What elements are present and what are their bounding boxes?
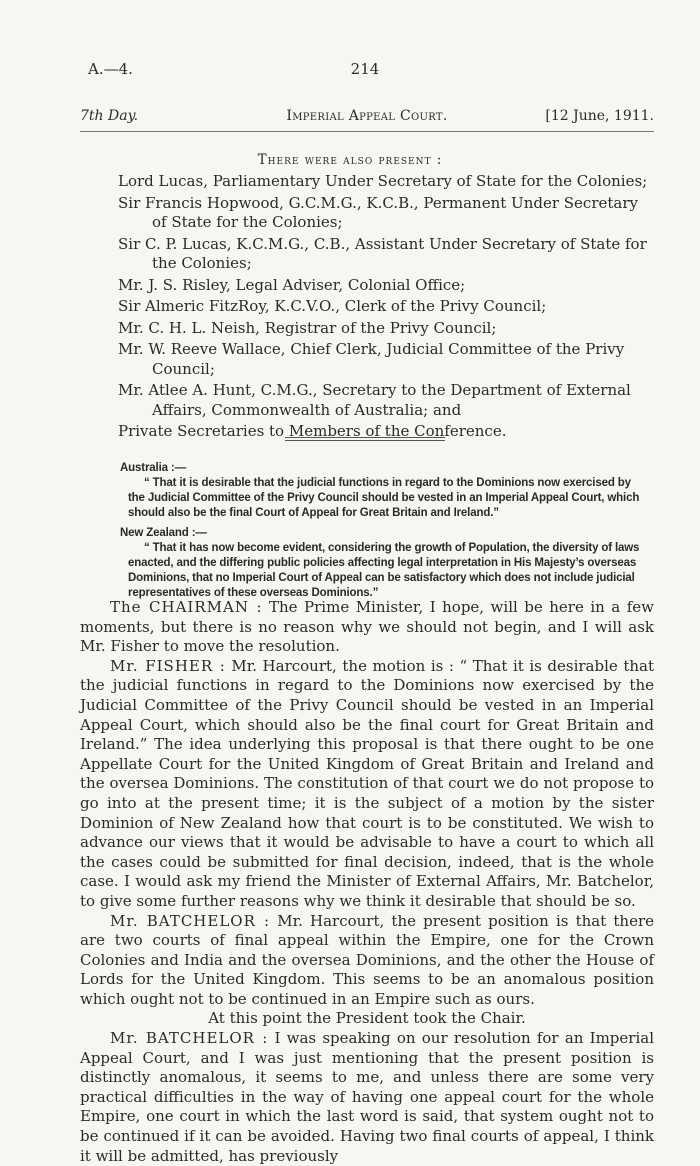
attendee-item: Sir C. P. Lucas, K.C.M.G., C.B., Assistant Under Secretary of State for the Colonies; [118,234,647,272]
attendee-item: Mr. Atlee A. Hunt, C.M.G., Secretary to the Department of External Affairs, Commonwealth of Australia; and [118,381,631,419]
present-heading: There were also present : [257,152,443,168]
speech-text: Mr. Harcourt, the motion is : “ That it is desirable that the judicial functions in regard to the Dominions now exercised by the Judicial Committee of the Privy Council should be vested in an Imperial Appeal Court, which should also be the final court for Great Britain and Ireland.” The idea underlying this proposal is that there ought to be one Appellate Court for the United Kingdom of Great Britain and Ireland and the oversea Dominions. The constitution of that court we do not propose to go into at the present time; it is the subject of a motion by the sister Dominion of New Zealand how that court is to be constituted. We wish to advance our views that it would be advisable to have a court to which all the cases could be submitted for final decision, indeed, that is the whole case. I would ask my friend the Minister of External Affairs, Mr. Batchelor, to give some further reasons why we think it desirable that should be so. [80,656,654,910]
attendee-item: Mr. C. H. L. Neish, Registrar of the Privy Council; [118,318,497,337]
speech-paragraph [80,657,654,912]
new-zealand-resolution: “ That it has now become evident, considering the growth of Population, the diversity of laws enacted, and the differing public policies affecting legal interpretation in His Majesty’s overseas Dominions, that no Imperial Court of Appeal can be satisfactory which does not include judicial representatives of these overseas Dominions.” [128,542,640,599]
running-header [80,108,654,128]
australia-label: Australia :— [120,462,186,474]
document-reference: A.—4. [88,60,133,78]
speaker-name: Mr. BATCHELOR : [110,1029,269,1048]
day-label: 7th Day. [80,108,139,124]
speaker-name: Mr. FISHER : [110,656,226,675]
attendee-list [118,172,648,444]
australia-resolution: “ That it is desirable that the judicial functions in regard to the Dominions now exercised by the Judicial Committee of the Privy Council should be vested in an Imperial Appeal Court, which should also be the final Court of Appeal for Great Britain and Ireland.” [128,477,640,519]
resolutions-block [120,461,650,601]
speech-paragraph [80,1029,654,1166]
section-divider [285,437,445,438]
procedural-note: At this point the President took the Chair. [208,1009,526,1028]
date-label: [12 June, 1911. [545,108,654,124]
attendee-item: Sir Almeric FitzRoy, K.C.V.O., Clerk of the Privy Council; [118,297,547,315]
attendee-item: Sir Francis Hopwood, G.C.M.G., K.C.B., Permanent Under Secretary of State for the Colonies; [118,193,638,231]
speech-text: Mr. Harcourt, the present position is that there are two courts of final appeal within the Empire, one for the Crown Colonies and India and the oversea Dominions, and the other the House of Lords for the United Kingdom. This seems to be an anomalous position which ought not to be continued in an Empire such as ours. [80,911,655,1008]
header-rule [80,131,654,132]
top-header [88,60,642,80]
section-title: Imperial Appeal Court. [286,108,448,124]
section-divider [285,440,445,441]
attendee-item: Private Secretaries to Members of the Conference. [118,422,507,440]
speaker-name: Mr. BATCHELOR : [110,911,271,930]
attendee-item: Mr. W. Reeve Wallace, Chief Clerk, Judicial Committee of the Privy Council; [118,340,625,378]
speech-paragraph [80,912,654,1010]
page-number: 214 [350,60,380,78]
speech-paragraph [80,598,654,657]
speech-text: The Prime Minister, I hope, will be here in a few moments, but there is no reason why we should not begin, and I will ask Mr. Fisher to move the resolution. [80,598,654,656]
transcript-body [80,598,654,1166]
new-zealand-label: New Zealand :— [120,527,207,539]
attendee-item: Mr. J. S. Risley, Legal Adviser, Colonial Office; [118,275,466,294]
speaker-name: The CHAIRMAN : [110,598,263,616]
speech-text: I was speaking on our resolution for an Imperial Appeal Court, and I was just mentioning that the present position is distinctly anomalous, it seems to me, and unless there are some very practical difficulties in the way of having one appeal court for the whole Empire, one court in which the last word is said, that system ought not to be continued if it can be avoided. Having two final courts of appeal, I think it will be admitted, has previously [80,1029,654,1165]
attendee-item: Lord Lucas, Parliamentary Under Secretary of State for the Colonies; [118,172,648,190]
